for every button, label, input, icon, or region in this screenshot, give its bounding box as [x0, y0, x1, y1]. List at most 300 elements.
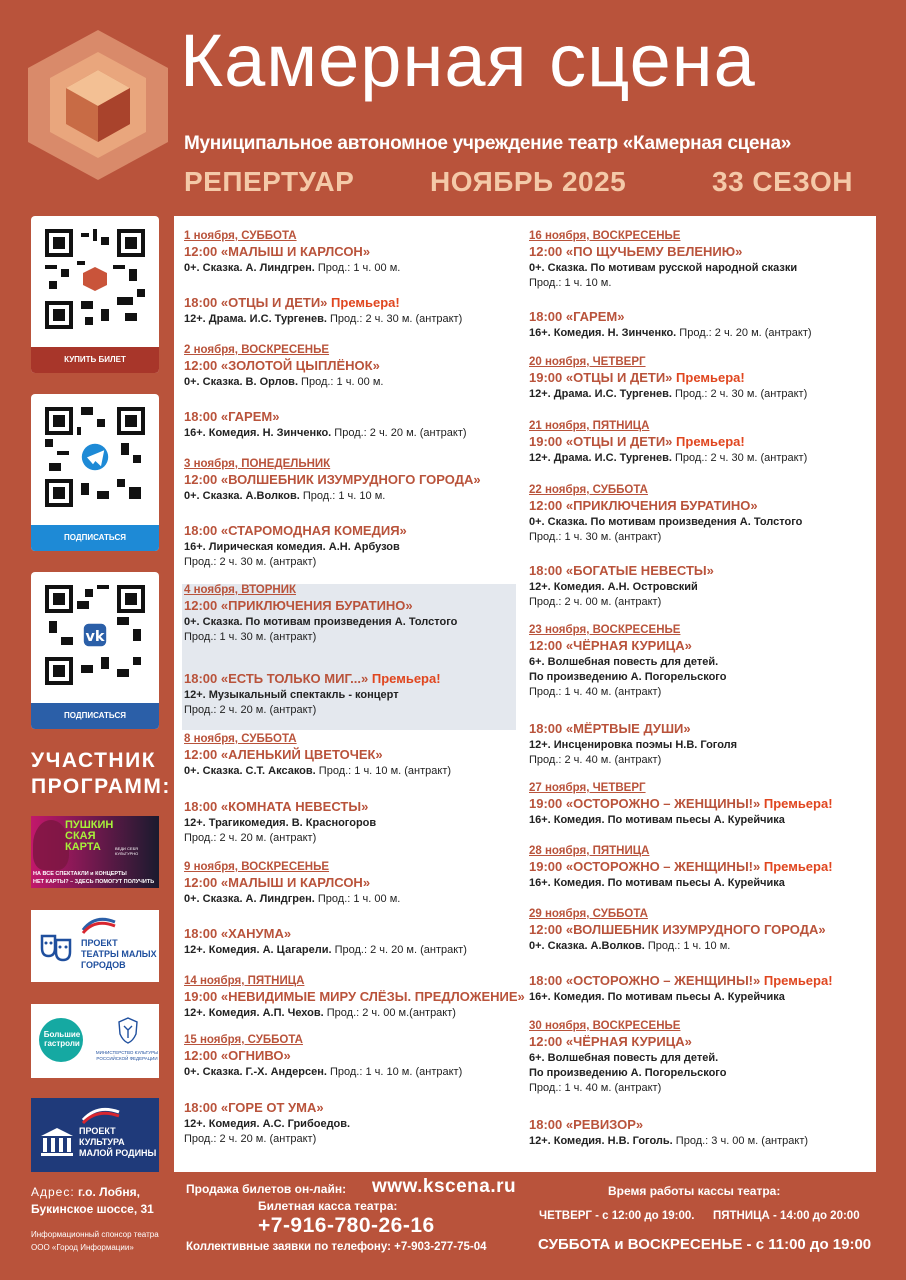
big-tours-banner[interactable] — [31, 1004, 159, 1078]
performance-details — [184, 1065, 462, 1080]
performance-time: 19:00 — [529, 370, 563, 385]
performance-title-line — [529, 562, 714, 580]
month-heading: НОЯБРЬ 2025 — [430, 166, 627, 197]
performance-genre-author: 16+. Комедия. По мотивам пьесы А. Курейчика — [529, 877, 785, 889]
performance-title: «КОМНАТА НЕВЕСТЫ» — [220, 799, 369, 814]
performance-title: «АЛЕНЬКИЙ ЦВЕТОЧЕК» — [220, 747, 383, 762]
performance-time: 18:00 — [529, 721, 563, 736]
performance-title: «ГАРЕМ» — [220, 409, 280, 424]
schedule-entry — [529, 845, 833, 891]
performance-title: «ОТЦЫ И ДЕТИ» — [220, 295, 328, 310]
performance-genre-author: 12+. Инсценировка поэмы Н.В. Гоголя — [529, 739, 738, 751]
performance-genre-author: 6+. Волшебная повесть для детей. — [529, 656, 719, 668]
performance-time: 19:00 — [529, 434, 563, 449]
performance-date: 16 ноября, ВОСКРЕСЕНЬЕ — [529, 230, 681, 242]
pushkin-footer-line1: НА ВСЕ СПЕКТАКЛИ и КОНЦЕРТЫ — [33, 871, 127, 877]
performance-genre-author: 16+. Комедия. По мотивам пьесы А. Курейчика — [529, 814, 785, 826]
performance-details — [184, 943, 467, 958]
performance-title-line — [529, 433, 807, 451]
performance-time: 18:00 — [529, 309, 563, 324]
performance-genre-author: 0+. Сказка. Г.-Х. Андерсен. — [184, 1066, 327, 1078]
pushkin-footer-line2: НЕТ КАРТЫ? – ЗДЕСЬ ПОМОГУТ ПОЛУЧИТЬ — [33, 879, 155, 885]
performance-duration: Прод.: 1 ч. 40 м. (антракт) — [529, 1082, 662, 1094]
culture-small-homeland-banner[interactable] — [31, 1098, 159, 1172]
performance-duration: Прод.: 1 ч. 30 м. (антракт) — [529, 531, 662, 543]
qr-code-vk[interactable] — [45, 585, 145, 685]
performance-title: «МАЛЫШ И КАРЛСОН» — [220, 875, 371, 890]
culture-line2: КУЛЬТУРА — [79, 1137, 125, 1147]
performance-date: 30 ноября, ВОСКРЕСЕНЬЕ — [529, 1020, 681, 1032]
tours-line1: Большие — [43, 1030, 81, 1039]
performance-details — [184, 555, 407, 570]
flag-ribbon-icon — [81, 1106, 121, 1124]
performance-details — [529, 1051, 726, 1066]
performance-details — [184, 688, 516, 703]
schedule-entry — [529, 420, 807, 466]
theatres-line1: ПРОЕКТ — [81, 938, 118, 948]
performance-details — [529, 753, 737, 768]
performance-details — [184, 816, 376, 831]
performance-details — [529, 530, 802, 545]
performance-date: 21 ноября, ПЯТНИЦА — [529, 420, 650, 432]
performance-title: «ЕСТЬ ТОЛЬКО МИГ...» — [220, 671, 369, 686]
performance-title-line — [184, 798, 376, 816]
performance-duration: Прод.: 1 ч. 00 м. — [314, 262, 401, 274]
performance-title: «ПРИКЛЮЧЕНИЯ БУРАТИНО» — [220, 598, 413, 613]
performance-genre-author: 12+. Трагикомедия. В. Красногоров — [184, 817, 377, 829]
qr-icon — [45, 407, 145, 507]
performance-duration: Прод.: 2 ч. 20 м. (антракт) — [184, 1133, 317, 1145]
performance-title: «ПО ЩУЧЬЕМУ ВЕЛЕНИЮ» — [565, 244, 743, 259]
performance-date: 1 ноября, СУББОТА — [184, 230, 297, 242]
schedule-entry — [184, 798, 376, 846]
ministry-text — [95, 1050, 159, 1062]
premiere-badge: Премьера! — [763, 796, 833, 811]
performance-genre-author: 0+. Сказка. А.Волков. — [529, 940, 645, 952]
hours-weekend: СУББОТА и ВОСКРЕСЕНЬЕ - с 11:00 до 19:00 — [538, 1236, 872, 1253]
performance-title-line — [529, 497, 802, 515]
page-subtitle: Муниципальное автономное учреждение театр «Камерная сцена» — [184, 133, 791, 154]
culture-line1: ПРОЕКТ — [79, 1126, 116, 1136]
performance-time: 12:00 — [529, 1034, 563, 1049]
vk-card[interactable] — [31, 572, 159, 729]
performance-time: 18:00 — [529, 973, 563, 988]
performance-duration: Прод.: 1 ч. 00 м. — [298, 376, 384, 388]
performance-genre-author: 12+. Комедия. А.П. Чехов. — [184, 1007, 324, 1019]
schedule-entry — [182, 670, 516, 718]
schedule-entry — [184, 408, 467, 441]
performance-time: 12:00 — [184, 358, 218, 373]
performance-date: 14 ноября, ПЯТНИЦА — [184, 975, 305, 987]
performance-genre-author: 16+. Комедия. Н. Зинченко. — [529, 327, 677, 339]
performance-genre-author: 0+. Сказка. По мотивам произведения А. Толстого — [529, 516, 803, 528]
performance-genre-author: 16+. Комедия. По мотивам пьесы А. Курейчика — [529, 991, 785, 1003]
qr-code-telegram[interactable] — [45, 407, 145, 507]
performance-genre-author: 0+. Сказка. В. Орлов. — [184, 376, 298, 388]
performance-date: 4 ноября, ВТОРНИК — [184, 584, 297, 596]
performance-details — [529, 276, 797, 291]
schedule-entry — [184, 1099, 350, 1147]
qr-code-tickets[interactable] — [45, 229, 145, 329]
performance-details — [529, 326, 812, 341]
performance-date: 22 ноября, СУББОТА — [529, 484, 648, 496]
performance-time: 18:00 — [184, 523, 218, 538]
coat-of-arms-icon — [115, 1016, 141, 1044]
performance-details — [529, 813, 833, 828]
pushkin-line2: СКАЯ — [65, 830, 96, 842]
ministry-line2: РОССИЙСКОЙ ФЕДЕРАЦИИ — [96, 1056, 158, 1061]
performance-genre-author: 0+. Сказка. По мотивам русской народной сказки — [529, 262, 798, 274]
performance-title-line — [529, 243, 797, 261]
performance-genre-author: 12+. Комедия. Н.В. Гоголь. — [529, 1135, 673, 1147]
schedule-entry — [529, 1116, 808, 1149]
performance-genre-author: 16+. Комедия. Н. Зинченко. — [184, 427, 332, 439]
performance-duration: Прод.: 2 ч. 00 м. (антракт) — [529, 596, 662, 608]
performance-time: 12:00 — [529, 498, 563, 513]
performance-details — [529, 939, 826, 954]
performance-time: 19:00 — [184, 989, 218, 1004]
performance-time: 12:00 — [184, 472, 218, 487]
performance-duration: Прод.: 2 ч. 20 м. (антракт) — [184, 832, 317, 844]
box-office-phone[interactable]: +7-916-780-26-16 — [258, 1214, 435, 1237]
performance-details — [529, 1134, 808, 1149]
performance-date: 23 ноября, ВОСКРЕСЕНЬЕ — [529, 624, 681, 636]
performance-title-line — [184, 988, 525, 1006]
pushkin-card-banner[interactable] — [31, 816, 159, 888]
theatre-address — [31, 1184, 161, 1218]
performance-title-line — [529, 369, 807, 387]
performance-time: 12:00 — [184, 875, 218, 890]
performance-genre-author: 12+. Драма. И.С. Тургенев. — [184, 313, 327, 325]
performance-duration: Прод.: 2 ч. 20 м. (антракт) — [331, 944, 467, 956]
performance-details — [184, 764, 451, 779]
performance-title-line — [184, 357, 383, 375]
performance-title: «РЕВИЗОР» — [565, 1117, 644, 1132]
performance-time: 12:00 — [184, 1048, 218, 1063]
performance-details — [184, 426, 467, 441]
subscribe-telegram-button[interactable]: ПОДПИСАТЬСЯ — [31, 525, 159, 551]
performance-details — [529, 261, 797, 276]
flag-ribbon-icon — [81, 916, 117, 934]
collective-orders-phone: Коллективные заявки по телефону: +7-903-277-75-04 — [186, 1241, 487, 1253]
performance-details — [529, 515, 802, 530]
performance-title-line — [184, 408, 467, 426]
premiere-badge: Премьера! — [676, 434, 745, 449]
ministry-line1: МИНИСТЕРСТВО КУЛЬТУРЫ — [95, 1050, 159, 1055]
performance-duration: Прод.: 1 ч. 30 м. (антракт) — [184, 631, 317, 643]
pushkin-portrait-icon — [33, 820, 69, 870]
performance-title: «НЕВИДИМЫЕ МИРУ СЛЁЗЫ. ПРЕДЛОЖЕНИЕ» — [220, 989, 525, 1004]
performance-details — [184, 312, 462, 327]
culture-line3: МАЛОЙ РОДИНЫ — [79, 1148, 157, 1158]
performance-details — [529, 1066, 726, 1081]
performance-genre-author: 12+. Драма. И.С. Тургенев. — [529, 388, 672, 400]
theatres-line2: ТЕАТРЫ МАЛЫХ — [81, 949, 157, 959]
performance-title-line — [529, 637, 726, 655]
performance-title-line — [184, 294, 462, 312]
performance-title-line — [529, 720, 737, 738]
qr-icon — [45, 229, 145, 329]
performance-title: «СТАРОМОДНАЯ КОМЕДИЯ» — [220, 523, 407, 538]
schedule-entry — [529, 908, 826, 954]
address-city: г.о. Лобня, — [78, 1185, 140, 1199]
schedule-entry — [184, 294, 462, 327]
performance-title-line — [184, 874, 400, 892]
schedule-entry — [529, 782, 833, 828]
performance-duration: Прод.: 2 ч. 40 м. (антракт) — [529, 754, 662, 766]
buy-ticket-card[interactable] — [31, 216, 159, 373]
pushkin-footer — [33, 870, 157, 886]
qr-icon — [45, 585, 145, 685]
performance-title: «МЁРТВЫЕ ДУШИ» — [565, 721, 691, 736]
premiere-badge: Премьера! — [763, 859, 833, 874]
performance-genre-author: 0+. Сказка. С.Т. Аксаков. — [184, 765, 316, 777]
performance-details — [184, 375, 383, 390]
schedule-entry — [184, 344, 383, 390]
premiere-badge: Премьера! — [763, 973, 833, 988]
performance-title-line — [184, 925, 467, 943]
performance-date: 15 ноября, СУББОТА — [184, 1034, 303, 1046]
schedule-panel — [174, 216, 876, 1172]
performance-time: 12:00 — [184, 598, 218, 613]
repertoire-heading: РЕПЕРТУАР — [184, 166, 355, 197]
performance-time: 12:00 — [184, 747, 218, 762]
schedule-entry — [529, 484, 802, 545]
performance-details — [529, 1081, 726, 1096]
svg-text:vk: vk — [85, 629, 105, 645]
performance-duration: Прод.: 2 ч. 30 м. (антракт) — [671, 452, 808, 464]
performance-title-line — [184, 746, 451, 764]
performance-title: «ОГНИВО» — [220, 1048, 291, 1063]
performance-details — [529, 876, 833, 891]
performance-title-line — [529, 1033, 726, 1051]
performance-details — [529, 580, 714, 595]
hours-thursday: ЧЕТВЕРГ - с 12:00 до 19:00. — [539, 1210, 695, 1222]
performance-title-line — [184, 1099, 350, 1117]
performance-details — [529, 670, 726, 685]
address-street: Букинское шоссе, 31 — [31, 1202, 154, 1216]
schedule-entry — [529, 720, 737, 768]
schedule-entry — [529, 624, 726, 700]
performance-duration: Прод.: 1 ч. 40 м. (антракт) — [529, 686, 662, 698]
performance-duration: Прод.: 1 ч. 00 м. — [314, 893, 401, 905]
pushkin-line3: КАРТА — [65, 841, 101, 853]
small-town-theatres-banner[interactable] — [31, 910, 159, 982]
performance-title-line — [529, 972, 833, 990]
performance-title: «ОТЦЫ И ДЕТИ» — [565, 434, 673, 449]
schedule-entry — [529, 562, 714, 610]
performance-genre-author: 12+. Комедия. А. Цагарели. — [184, 944, 332, 956]
schedule-entry — [184, 925, 467, 958]
schedule-entry — [184, 522, 407, 570]
performance-title-line — [184, 243, 400, 261]
schedule-entry — [529, 972, 833, 1005]
page-title: Камерная сцена — [180, 19, 756, 102]
performance-genre-author: 0+. Сказка. По мотивам произведения А. Толстого — [184, 616, 458, 628]
theatre-logo — [28, 30, 168, 180]
schedule-entry — [184, 861, 400, 907]
website-link[interactable]: www.kscena.ru — [372, 1176, 517, 1197]
performance-genre-author: По произведению А. Погорельского — [529, 1067, 727, 1079]
performance-genre-author: 0+. Сказка. А. Линдгрен. — [184, 893, 315, 905]
schedule-entry — [184, 230, 400, 276]
performance-duration: Прод.: 1 ч. 10 м. — [529, 277, 612, 289]
performance-details — [529, 655, 726, 670]
schedule-entry — [529, 308, 812, 341]
theatres-line3: ГОРОДОВ — [81, 960, 126, 970]
premiere-badge: Премьера! — [331, 295, 400, 310]
performance-time: 19:00 — [529, 859, 563, 874]
performance-time: 18:00 — [184, 671, 218, 686]
schedule-entry — [529, 1020, 726, 1096]
address-label: Адрес: — [31, 1185, 75, 1199]
buy-ticket-button[interactable]: КУПИТЬ БИЛЕТ — [31, 347, 159, 373]
participant-line1: УЧАСТНИК — [31, 749, 157, 772]
performance-details — [184, 540, 407, 555]
performance-date: 9 ноября, ВОСКРЕСЕНЬЕ — [184, 861, 330, 873]
sponsor-line1: Информационный спонсор театра — [31, 1230, 159, 1239]
performance-duration: Прод.: 1 ч. 10 м. (антракт) — [315, 765, 452, 777]
performance-genre-author: 16+. Лирическая комедия. А.Н. Арбузов — [184, 541, 400, 553]
building-columns-icon — [39, 1126, 75, 1158]
performance-date: 28 ноября, ПЯТНИЦА — [529, 845, 650, 857]
performance-details — [529, 738, 737, 753]
performance-details — [184, 1132, 350, 1147]
schedule-entry — [184, 458, 481, 504]
performance-duration: Прод.: 2 ч. 00 м.(антракт) — [323, 1007, 456, 1019]
performance-genre-author: 6+. Волшебная повесть для детей. — [529, 1052, 719, 1064]
pushkin-logo-text — [65, 820, 113, 853]
performance-details — [529, 387, 807, 402]
sponsor-line2: ООО «Город Информации» — [31, 1243, 134, 1252]
performance-title-line — [184, 522, 407, 540]
performance-time: 18:00 — [184, 926, 218, 941]
performance-details — [184, 892, 400, 907]
schedule-entry — [182, 584, 516, 645]
performance-duration: Прод.: 2 ч. 30 м. (антракт) — [326, 313, 463, 325]
performance-details — [184, 703, 516, 718]
subscribe-vk-button[interactable]: ПОДПИСАТЬСЯ — [31, 703, 159, 729]
performance-duration: Прод.: 2 ч. 20 м. (антракт) — [184, 704, 317, 716]
performance-details — [184, 489, 481, 504]
performance-title: «ГОРЕ ОТ УМА» — [220, 1100, 324, 1115]
performance-title: «ОТЦЫ И ДЕТИ» — [565, 370, 673, 385]
tours-line2: гастроли — [44, 1039, 80, 1048]
performance-details — [184, 1006, 525, 1021]
performance-title-line — [184, 1047, 462, 1065]
online-sales-label: Продажа билетов он-лайн: — [186, 1182, 347, 1196]
theatre-masks-icon — [39, 930, 73, 964]
performance-details — [184, 630, 516, 645]
performance-duration: Прод.: 2 ч. 20 м. (антракт) — [331, 427, 467, 439]
performance-time: 18:00 — [184, 1100, 218, 1115]
participant-line2: ПРОГРАММ: — [31, 775, 171, 798]
performance-date: 3 ноября, ПОНЕДЕЛЬНИК — [184, 458, 331, 470]
performance-details — [529, 685, 726, 700]
performance-duration: Прод.: 3 ч. 00 м. (антракт) — [672, 1135, 809, 1147]
performance-duration: Прод.: 1 ч. 10 м. — [644, 940, 731, 952]
performance-time: 12:00 — [529, 638, 563, 653]
performance-title: «ОСТОРОЖНО – ЖЕНЩИНЫ!» — [565, 973, 761, 988]
performance-genre-author: 0+. Сказка. А.Волков. — [184, 490, 300, 502]
performance-duration: Прод.: 1 ч. 10 м. (антракт) — [326, 1066, 463, 1078]
performance-time: 18:00 — [184, 295, 218, 310]
performance-genre-author: 0+. Сказка. А. Линдгрен. — [184, 262, 315, 274]
premiere-badge: Премьера! — [676, 370, 745, 385]
performance-time: 12:00 — [184, 244, 218, 259]
performance-title: «ЗОЛОТОЙ ЦЫПЛЁНОК» — [220, 358, 380, 373]
performance-details — [529, 595, 714, 610]
performance-time: 19:00 — [529, 796, 563, 811]
schedule-entry — [529, 230, 797, 291]
performance-date: 27 ноября, ЧЕТВЕРГ — [529, 782, 646, 794]
hours-friday: ПЯТНИЦА - 14:00 до 20:00 — [713, 1210, 860, 1222]
performance-duration: Прод.: 2 ч. 30 м. (антракт) — [184, 556, 317, 568]
performance-title: «ПРИКЛЮЧЕНИЯ БУРАТИНО» — [565, 498, 758, 513]
performance-duration: Прод.: 2 ч. 30 м. (антракт) — [671, 388, 808, 400]
performance-title-line — [529, 795, 833, 813]
performance-date: 2 ноября, ВОСКРЕСЕНЬЕ — [184, 344, 330, 356]
performance-time: 12:00 — [529, 922, 563, 937]
performance-title: «БОГАТЫЕ НЕВЕСТЫ» — [565, 563, 714, 578]
premiere-badge: Премьера! — [371, 671, 441, 686]
performance-title-line — [529, 308, 812, 326]
schedule-entry — [184, 975, 525, 1021]
performance-genre-author: 12+. Комедия. А.С. Грибоедов. — [184, 1118, 351, 1130]
pushkin-tagline: ВЕДИ СЕБЯ КУЛЬТУРНО — [115, 846, 139, 856]
performance-duration: Прод.: 1 ч. 10 м. — [299, 490, 386, 502]
performance-genre-author: 12+. Музыкальный спектакль - концерт — [184, 689, 399, 701]
performance-title: «ЧЁРНАЯ КУРИЦА» — [565, 638, 692, 653]
box-office-label: Билетная касса театра: — [258, 1199, 398, 1213]
performance-details — [529, 451, 807, 466]
performance-date: 29 ноября, СУББОТА — [529, 908, 648, 920]
telegram-card[interactable] — [31, 394, 159, 551]
performance-time: 18:00 — [184, 799, 218, 814]
big-tours-text — [39, 1030, 85, 1048]
performance-details — [529, 990, 833, 1005]
performance-title: «ЧЁРНАЯ КУРИЦА» — [565, 1034, 692, 1049]
info-sponsor — [31, 1228, 166, 1254]
performance-title: «МАЛЫШ И КАРЛСОН» — [220, 244, 371, 259]
season-heading: 33 СЕЗОН — [712, 166, 853, 197]
pushkin-line1: ПУШКИН — [65, 819, 114, 831]
performance-title-line — [529, 858, 833, 876]
performance-genre-author: По произведению А. Погорельского — [529, 671, 727, 683]
performance-title: «ГАРЕМ» — [565, 309, 625, 324]
performance-title: «ВОЛШЕБНИК ИЗУМРУДНОГО ГОРОДА» — [220, 472, 481, 487]
performance-duration: Прод.: 2 ч. 20 м. (антракт) — [676, 327, 812, 339]
performance-time: 12:00 — [529, 244, 563, 259]
culture-project-text — [79, 1126, 156, 1159]
performance-title-line — [184, 670, 516, 688]
box-office-hours-title: Время работы кассы театра: — [608, 1184, 781, 1198]
performance-date: 8 ноября, СУББОТА — [184, 733, 297, 745]
performance-title-line — [184, 471, 481, 489]
participant-heading — [31, 748, 171, 800]
performance-date: 20 ноября, ЧЕТВЕРГ — [529, 356, 646, 368]
performance-details — [184, 615, 516, 630]
performance-title-line — [529, 1116, 808, 1134]
performance-title: «ВОЛШЕБНИК ИЗУМРУДНОГО ГОРОДА» — [565, 922, 826, 937]
schedule-entry — [184, 733, 451, 779]
performance-genre-author: 12+. Комедия. А.Н. Островский — [529, 581, 698, 593]
schedule-entry — [529, 356, 807, 402]
performance-title-line — [184, 597, 516, 615]
performance-title: «ХАНУМА» — [220, 926, 292, 941]
schedule-entry — [184, 1034, 462, 1080]
performance-details — [184, 831, 376, 846]
